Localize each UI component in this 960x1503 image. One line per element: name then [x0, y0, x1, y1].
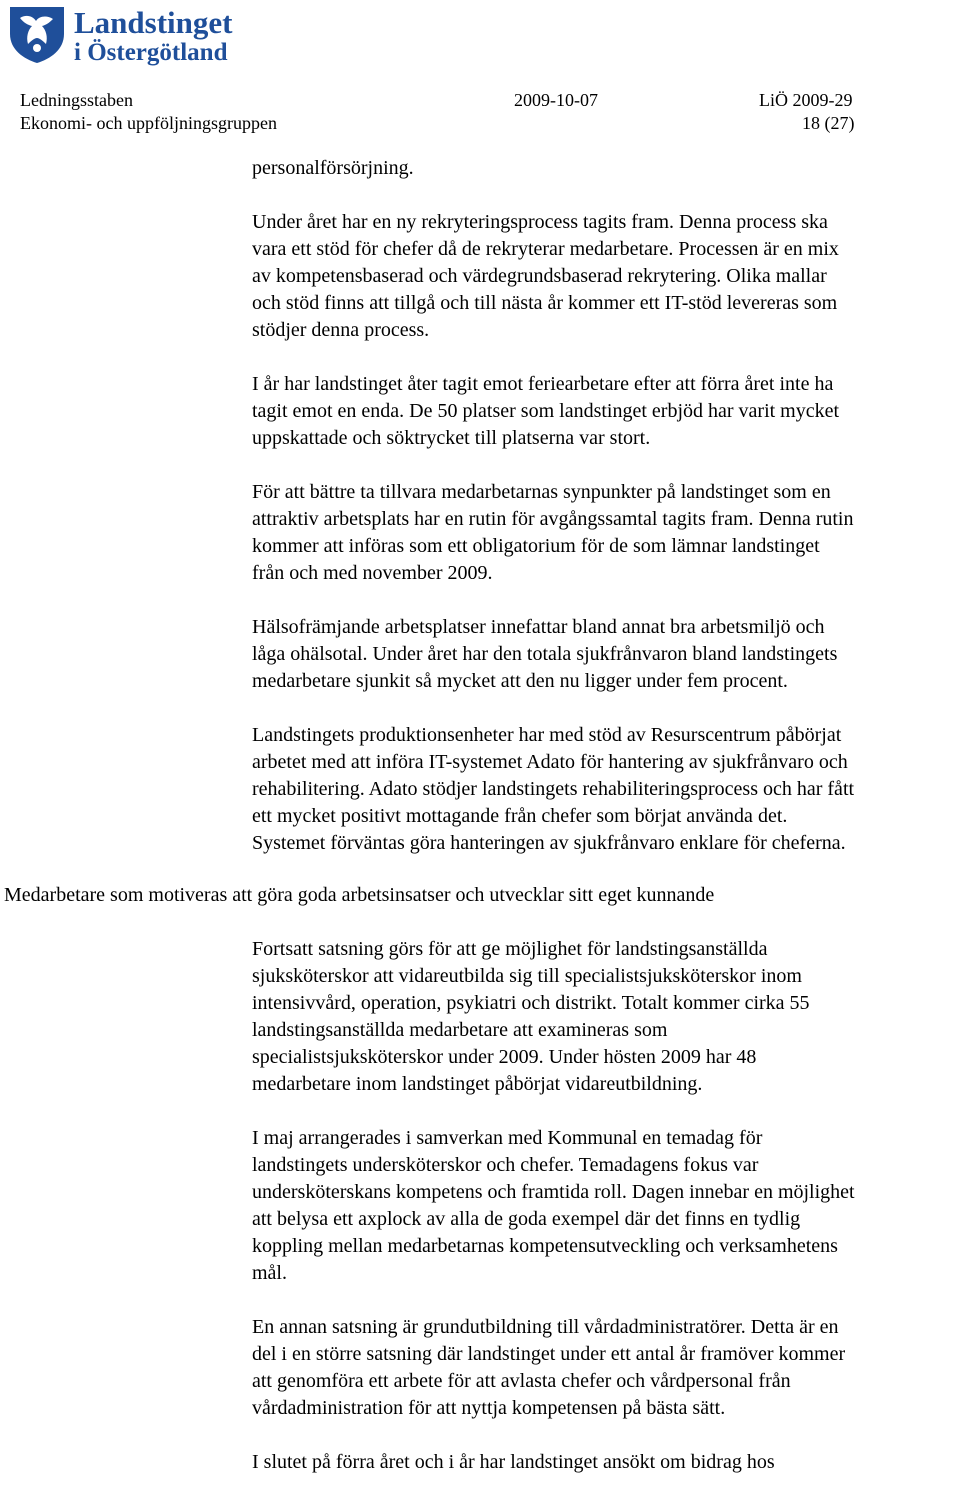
- paragraph: I maj arrangerades i samverkan med Kommunal en temadag för landstingets undersköterskor och chefer. Temadagens fokus var undersköterskans kompetens och framtida roll. Dagen innebar en möjlighet att belysa ett axplock av alla de goda exempel där det finns en tydlig koppling mellan medarbetarnas kompetensutveckling och verksamhetens mål.: [252, 1127, 855, 1284]
- section-heading: Medarbetare som motiveras att göra goda arbetsinsatser och utvecklar sitt eget kunnande: [4, 884, 715, 906]
- logo-emblem-icon: [6, 4, 261, 66]
- paragraph: En annan satsning är grundutbildning till vårdadministratörer. Detta är en del i en större satsning där landstinget under ett antal år framöver kommer att genomföra ett arbete för att avlasta chefer och vårdpersonal från vårdadministration för att nyttja kompetensen på bästa sätt.: [252, 1316, 846, 1419]
- landstinget-logo: [6, 4, 261, 66]
- paragraph: Landstingets produktionsenheter har med stöd av Resurscentrum påbörjat arbetet med att införa IT-systemet Adato för hantering av sjukfrånvaro och rehabilitering. Adato stödjer landstingets rehabiliteringsprocess och har fått ett mycket positivt mottagande från chefer som börjat använda det. Systemet förväntas göra hanteringen av sjukfrånvaro enklare för cheferna.: [252, 724, 855, 854]
- header-department: Ledningsstaben: [20, 90, 133, 110]
- paragraph: Fortsatt satsning görs för att ge möjlighet för landstingsanställda sjuksköterskor att vidareutbilda sig till specialistsjuksköterskor inom intensivvård, operation, psykiatri och distrikt. Totalt kommer cirka 55 landstingsanställda medarbetare att examineras som specialistsjuksköterskor under 2009. Under hösten 2009 har 48 medarbetare inom landstinget påbörjat vidareutbildning.: [252, 938, 810, 1095]
- paragraph: personalförsörjning.: [252, 157, 414, 179]
- paragraph: Under året har en ny rekryteringsprocess tagits fram. Denna process ska vara ett stöd för chefer då de rekryterar medarbetare. Processen är en mix av kompetensbaserad och värdegrundsbaserad rekrytering. Olika mallar och stöd finns att tillgå och till nästa år kommer ett IT-stöd levereras som stödjer denna process.: [252, 211, 839, 341]
- section-1-body: [252, 155, 960, 884]
- header-date: 2009-10-07: [514, 90, 598, 110]
- paragraph: För att bättre ta tillvara medarbetarnas synpunkter på landstinget som en attraktiv arbetsplats har en rutin för avgångssamtal tagits fram. Denna rutin kommer att införas som ett obligatorium för de som lämnar landstinget från och med november 2009.: [252, 481, 854, 584]
- logo-line-2: i Östergötland: [74, 39, 228, 66]
- header-doc-id: LiÖ 2009-29: [759, 90, 853, 110]
- paragraph: I slutet på förra året och i år har landstinget ansökt om bidrag hos: [252, 1451, 775, 1473]
- logo-line-1: Landstinget: [74, 5, 233, 40]
- paragraph: Hälsofrämjande arbetsplatser innefattar bland annat bra arbetsmiljö och låga ohälsotal. Under året har den totala sjukfrånvaron bland landstingets medarbetare sjunkit så mycket att den nu ligger under fem procent.: [252, 616, 838, 692]
- header-group: Ekonomi- och uppföljningsgruppen: [20, 113, 277, 133]
- paragraph: I år har landstinget åter tagit emot feriearbetare efter att förra året inte ha tagit emot en enda. De 50 platser som landstinget erbjöd har varit mycket uppskattade och söktrycket till platserna var stort.: [252, 373, 840, 449]
- header-page-number: 18 (27): [802, 113, 855, 133]
- section-2-body: [252, 936, 960, 1503]
